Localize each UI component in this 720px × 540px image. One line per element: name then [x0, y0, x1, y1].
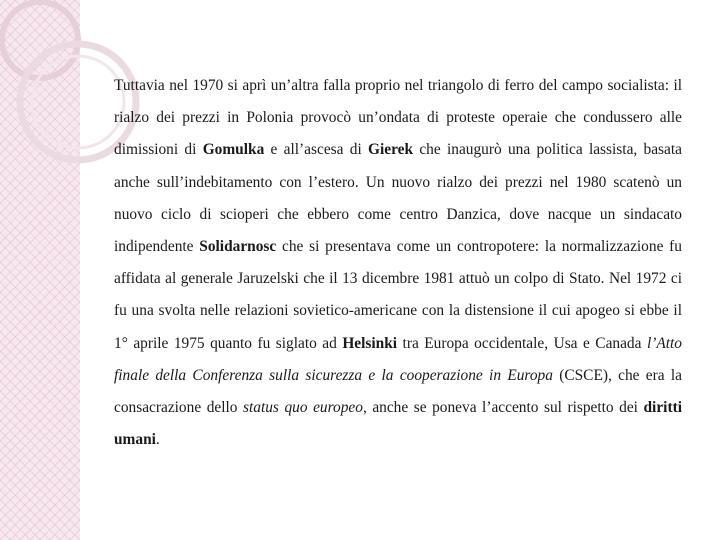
text-segment-bold: Solidarnosc: [199, 238, 277, 256]
text-segment: tra Europa occidentale, Usa e Canada: [397, 334, 647, 352]
text-segment-italic: l’Atto finale della Conferenza sulla sicurezza e la cooperazione in Europa: [114, 334, 682, 384]
text-segment-bold: Gomulka: [202, 141, 265, 159]
text-segment-bold: diritti umani: [114, 399, 682, 449]
text-segment: Tuttavia nel 1970 si aprì un’altra falla proprio nel triangolo di ferro del campo socialista: il rialzo dei prezzi in Polonia provocò un’ondata di proteste operaie che condussero alle dimissioni di: [114, 77, 682, 159]
text-segment-bold: Gierek: [368, 141, 414, 159]
text-segment-italic: status quo europeo: [243, 399, 363, 417]
text-segment: e all’ascesa di: [264, 141, 369, 159]
text-segment: che inaugurò una politica lassista, basata anche sull’indebitamento con l’estero. Un nuovo rialzo dei prezzi nel 1980 scatenò un nuovo ciclo di scioperi che ebbero come centro Danzica, dove nacque un sindacato indipendente: [114, 141, 682, 256]
text-segment: che si presentava come un contropotere: la normalizzazione fu affidata al generale Jaruzelski che il 13 dicembre 1981 attuò un colpo di Stato. Nel 1972 ci fu una svolta nelle relazioni sovietico-americane con la distensione il cui apogeo si ebbe il 1° aprile 1975 quanto fu siglato ad: [114, 238, 682, 352]
text-segment: , anche se poneva l’accento sul rispetto dei: [362, 399, 644, 417]
text-segment: .: [155, 431, 160, 449]
text-segment: (CSCE), che era la consacrazione dello: [114, 366, 682, 417]
text-segment-bold: Helsinki: [342, 334, 398, 352]
slide-body-text: [114, 70, 682, 456]
